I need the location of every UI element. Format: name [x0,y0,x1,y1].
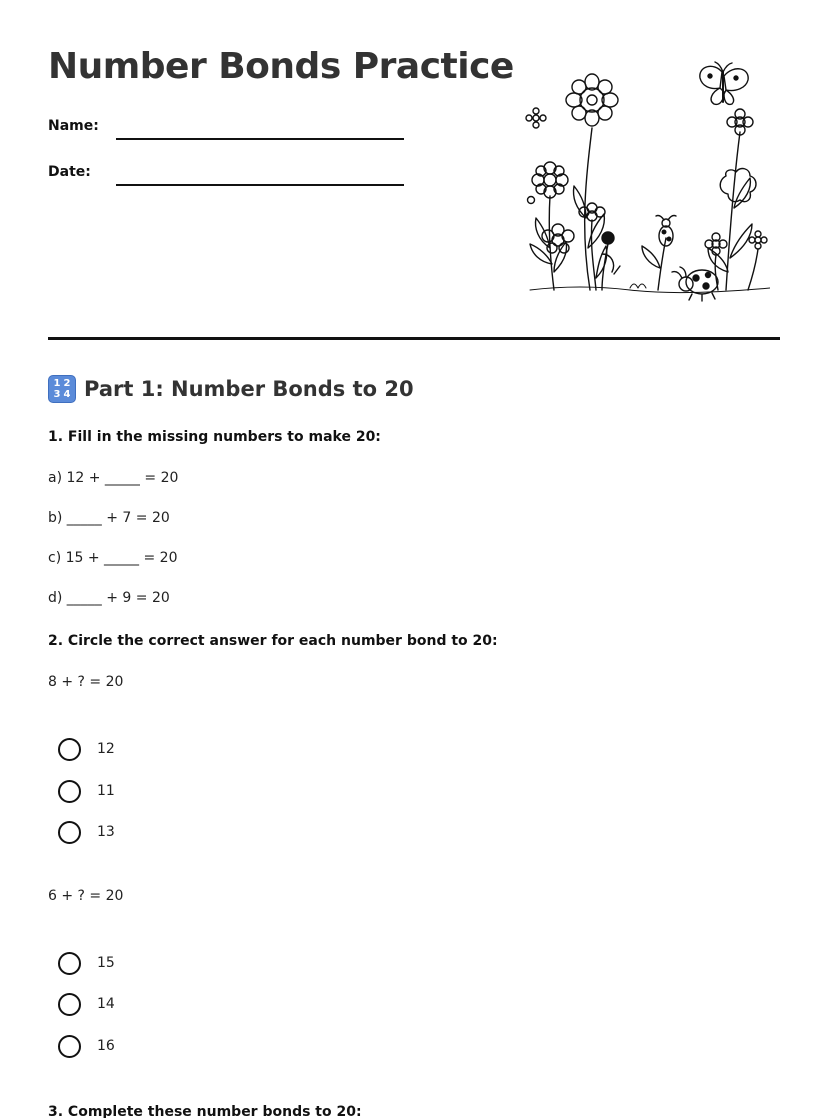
answer-option[interactable] [58,951,115,975]
butterfly-icon [700,62,748,104]
radio-circle[interactable] [58,738,81,761]
name-label: Name: [48,118,99,134]
question-1-prompt: 1. Fill in the missing numbers to make 20: [48,429,381,445]
page-title: Number Bonds Practice [48,46,514,87]
header-divider [48,337,780,340]
name-field[interactable] [48,112,408,142]
option-label: 11 [97,783,115,799]
answer-option[interactable] [58,820,115,844]
ladybug-icon [642,216,676,291]
left-flower-icon [530,162,574,290]
section-heading-text: Part 1: Number Bonds to 20 [84,377,414,401]
equation-2: 6 + ? = 20 [48,888,124,904]
answer-option[interactable] [58,1034,115,1058]
right-small-flower-icon [705,231,767,290]
answer-option[interactable] [58,992,115,1016]
radio-circle[interactable] [58,1035,81,1058]
small-flower-icon [526,108,607,290]
answer-option[interactable] [58,737,115,761]
option-label: 16 [97,1038,115,1054]
keycap-digit: 3 [53,389,61,400]
option-label: 15 [97,955,115,971]
fill-in-item-d[interactable]: d) _____ + 9 = 20 [48,590,170,606]
keycap-digit: 1 [53,378,61,389]
keycap-digit: 4 [63,389,71,400]
option-label: 12 [97,741,115,757]
input-numbers-icon [48,375,76,403]
ground-ladybug-icon [672,267,718,301]
radio-circle[interactable] [58,952,81,975]
radio-circle[interactable] [58,821,81,844]
fill-in-item-c[interactable]: c) 15 + _____ = 20 [48,550,178,566]
radio-circle[interactable] [58,993,81,1016]
option-label: 13 [97,824,115,840]
section-heading [48,374,414,404]
radio-circle[interactable] [58,780,81,803]
date-write-line[interactable] [116,184,404,186]
keycap-digit: 2 [63,378,71,389]
fill-in-item-b[interactable]: b) _____ + 7 = 20 [48,510,170,526]
equation-1: 8 + ? = 20 [48,674,124,690]
fill-in-item-a[interactable]: a) 12 + _____ = 20 [48,470,179,486]
question-3-prompt: 3. Complete these number bonds to 20: [48,1104,362,1118]
option-label: 14 [97,996,115,1012]
answer-option[interactable] [58,779,115,803]
flower-bud-icon [602,232,620,290]
question-2-prompt: 2. Circle the correct answer for each number bond to 20: [48,633,498,649]
name-write-line[interactable] [116,138,404,140]
date-field[interactable] [48,158,408,188]
date-label: Date: [48,164,91,180]
flower-garden-illustration [520,58,770,308]
